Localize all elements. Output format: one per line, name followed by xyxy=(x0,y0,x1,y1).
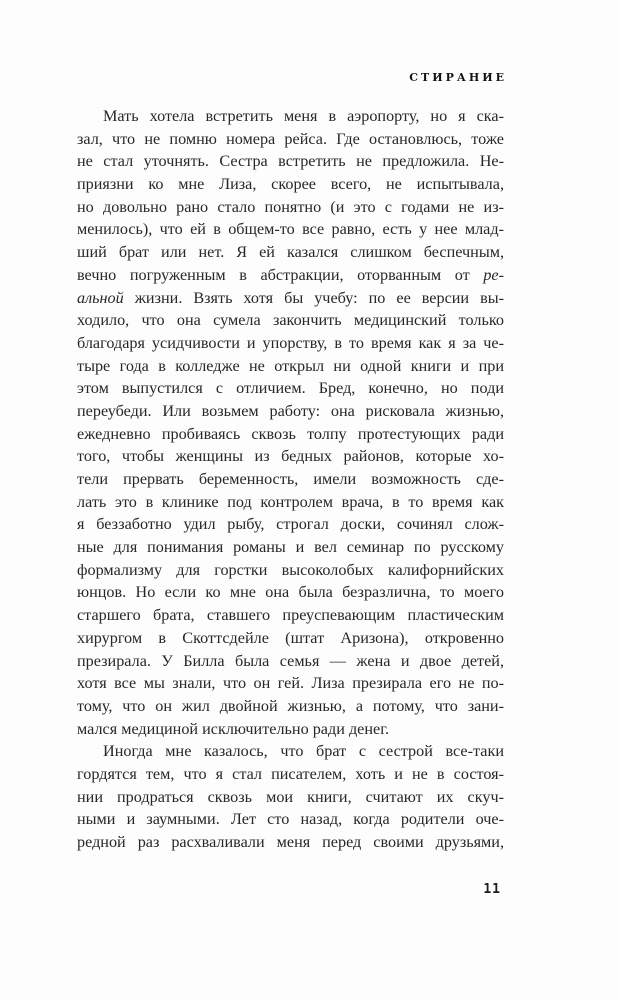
text-line: Иногда мне казалось, что брат с сестрой все-таки xyxy=(103,742,504,761)
text-line: ные для понимания романы и вел семинар по русскому xyxy=(77,538,504,557)
text-line: тели прервать беременность, имели возможность сде- xyxy=(77,470,504,488)
text-line: юнцов. Но если ко мне она была безразлична, то моего xyxy=(77,583,504,602)
text-line: этом выпустился с отличием. Бред, конечно, но поди xyxy=(77,379,504,398)
text-line: менилось), что ей в общем-то все равно, есть у нее млад- xyxy=(77,220,504,239)
page-number: 11 xyxy=(483,882,501,897)
text-line: тому, что он жил двойной жизнью, а потому, что зани- xyxy=(77,696,504,715)
text-line: ежедневно пробиваясь сквозь толпу протестующих ради xyxy=(77,424,504,443)
text-line: ными и заумными. Лет сто назад, когда родители оче- xyxy=(77,810,504,829)
text-line: вечно погруженным в абстракции, оторванным от ре- xyxy=(77,265,504,284)
text-line: мался медициной исключительно ради денег. xyxy=(77,719,390,738)
text-line: хотя все мы знали, что он гей. Лиза презирала его не по- xyxy=(77,674,504,693)
text-line: альной жизни. Взять хотя бы учебу: по ее версии вы- xyxy=(77,288,504,307)
text-line: не стал уточнять. Сестра встретить не предложила. Не- xyxy=(77,152,504,171)
text-line: гордятся тем, что я стал писателем, хоть и не в состоя- xyxy=(77,764,504,783)
text-line: ходило, что она сумела закончить медицинский только xyxy=(77,311,504,330)
text-line: нии продраться сквозь мои книги, считают их скуч- xyxy=(77,787,504,806)
text-line: хирургом в Скоттсдейле (штат Аризона), откровенно xyxy=(77,628,504,647)
text-line: формализму для горстки высоколобых калифорнийских xyxy=(77,560,504,579)
running-head: СТИРАНИЕ xyxy=(409,71,507,84)
text-line: но довольно рано стало понятно (и это с годами не из- xyxy=(77,197,504,216)
text-line: переубеди. Или возьмем работу: она рисковала жизнью, xyxy=(77,401,504,420)
text-line: приязни ко мне Лиза, скорее всего, не испытывала, xyxy=(77,175,504,194)
text-line: старшего брата, ставшего преуспевающим пластическим xyxy=(77,606,504,625)
text-line: лать это в клинике под контролем врача, в то время как xyxy=(77,492,504,511)
text-line: Мать хотела встретить меня в аэропорту, но я ска- xyxy=(103,107,504,125)
text-line: презирала. У Билла была семья — жена и двое детей, xyxy=(77,651,504,670)
text-line: зал, что не помню номера рейса. Где остановлюсь, тоже xyxy=(77,129,504,148)
text-line: благодаря усидчивости и упорству, в то время как я за че- xyxy=(77,333,504,352)
body-text xyxy=(77,105,504,854)
text-line: ший брат или нет. Я ей казался слишком беспечным, xyxy=(77,243,504,262)
text-line: тыре года в колледже не открыл ни одной книги и при xyxy=(77,356,504,375)
text-line: я беззаботно удил рыбу, строгал доски, сочинял слож- xyxy=(77,515,504,534)
text-line: редной раз расхваливали меня перед своими друзьями, xyxy=(77,833,504,851)
text-line: того, чтобы женщины из бедных районов, которые хо- xyxy=(77,447,504,466)
